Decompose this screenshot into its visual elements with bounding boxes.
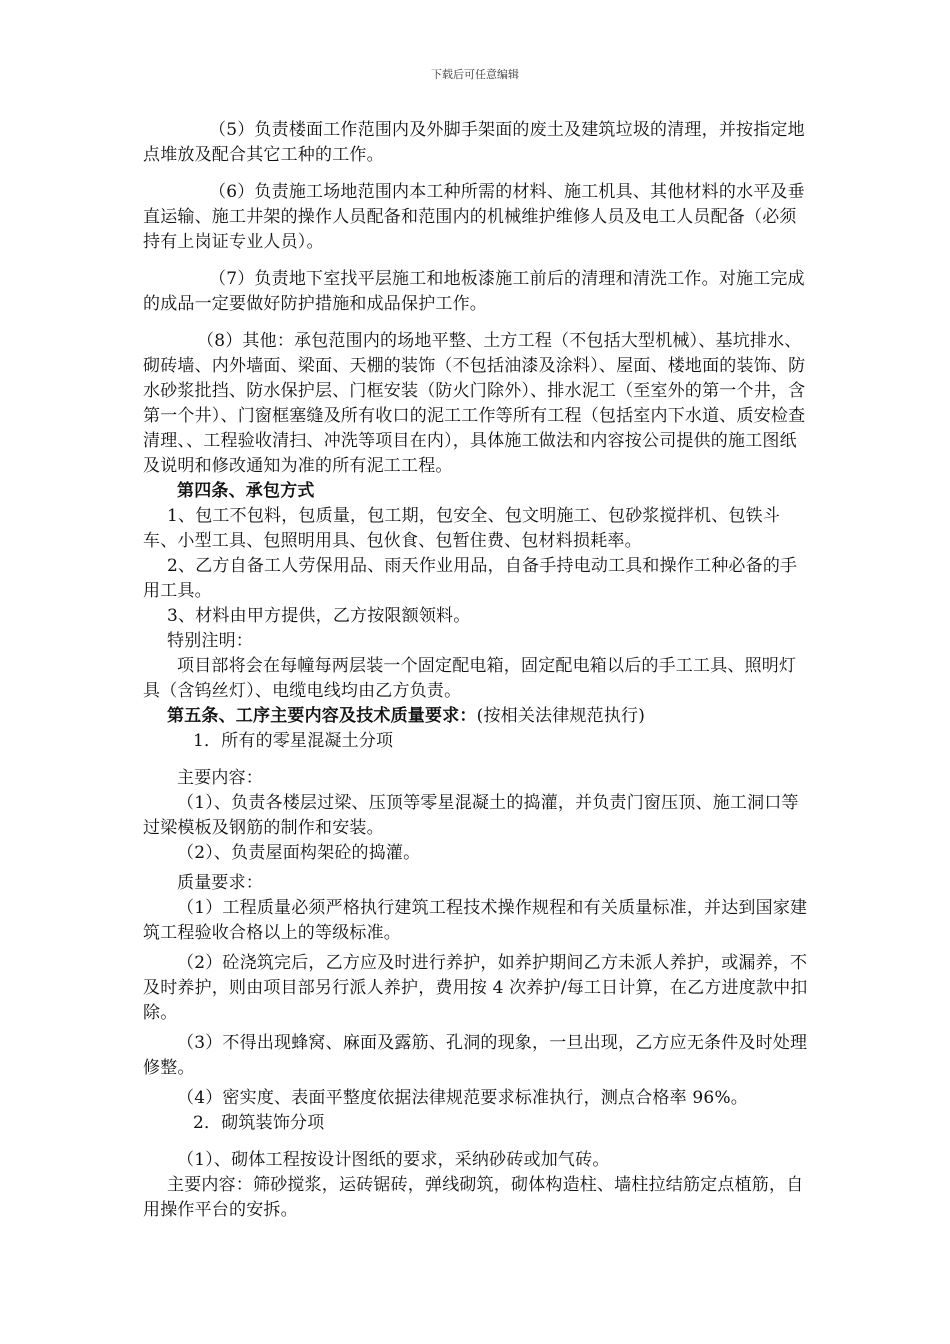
paragraph-item-6: （6）负责施工场地范围内本工种所需的材料、施工机具、其他材料的水平及垂直运输、施工井架的操作人员配备和范围内的机械维护维修人员及电工人员配备（必须持有上岗证专业人员）。 <box>143 182 805 252</box>
section-1-quality-1: （1）工程质量必须严格执行建筑工程技术操作规程和有关质量标准，并达到国家建筑工程验收合格以上的等级标准。 <box>143 898 808 943</box>
article-5-heading <box>143 704 811 729</box>
section-1-title: 1．所有的零星混凝土分项 <box>193 731 394 751</box>
section-1-content-2: （2）、负责屋面构架砼的捣灌。 <box>177 843 421 863</box>
paragraph-item-5: （5）负责楼面工作范围内及外脚手架面的废土及建筑垃圾的清理，并按指定地点堆放及配合其它工种的工作。 <box>143 120 805 165</box>
section-1-main-content-label: 主要内容： <box>177 768 263 788</box>
section-1-quality-4: （4）密实度、表面平整度依据法律规范要求标准执行，测点合格率 96%。 <box>177 1088 749 1108</box>
article-4-heading: 第四条、承包方式 <box>177 481 315 501</box>
article-4-item-1: 1、包工不包料，包质量，包工期，包安全、包文明施工、包砂浆搅拌机、包铁斗车、小型工具、包照明用具、包伙食、包暂住费、包材料损耗率。 <box>143 506 781 551</box>
section-1-quality-label: 质量要求： <box>177 873 263 893</box>
article-4-item-3: 3、材料由甲方提供，乙方按限额领料。 <box>167 606 471 626</box>
paragraph-item-7: （7）负责地下室找平层施工和地板漆施工前后的清理和清洗工作。对施工完成的成品一定要做好防护措施和成品保护工作。 <box>143 269 805 314</box>
section-1-quality-2: （2）砼浇筑完后，乙方应及时进行养护，如养护期间乙方未派人养护，或漏养，不及时养护，则由项目部另行派人养护，费用按 4 次养护/每工日计算，在乙方进度款中扣除。 <box>143 953 808 1023</box>
paragraph-item-8: （8）其他：承包范围内的场地平整、土方工程（不包括大型机械）、基坑排水、砌砖墙、内外墙面、梁面、天棚的装饰（不包括油漆及涂料）、屋面、楼地面的装饰、防水砂浆批挡、防水保护层、门框安装（防火门除外）、排水泥工（至室外的第一个井，含第一个井）、门窗框塞缝及所有收口的泥工工作等所有工程（包括室内下水道、质安检查清理、、工程验收清扫、冲洗等项目在内），具体施工做法和内容按公司提供的施工图纸及说明和修改通知为准的所有泥工工程。 <box>143 331 806 476</box>
section-1-content-1: （1）、负责各楼层过梁、压顶等零星混凝土的捣灌，并负责门窗压顶、施工洞口等过梁模板及钢筋的制作和安装。 <box>143 793 799 838</box>
article-5-note: (按相关法律规范执行) <box>476 706 646 726</box>
section-1-quality-3: （3）不得出现蜂窝、麻面及露筋、孔洞的现象，一旦出现，乙方应无条件及时处理修整。 <box>143 1033 808 1078</box>
article-5-title: 第五条、工序主要内容及技术质量要求： <box>167 706 477 726</box>
document-body <box>143 118 811 1223</box>
section-2-content-1: （1）、砌体工程按设计图纸的要求，采纳砂砖或加气砖。 <box>177 1150 610 1170</box>
special-note-label: 特别注明： <box>167 631 253 651</box>
page-header: 下载后可任意编辑 <box>431 68 519 81</box>
special-note-text: 项目部将会在每幢每两层装一个固定配电箱，固定配电箱以后的手工工具、照明灯具（含钨丝灯）、电缆电线均由乙方负责。 <box>143 656 797 701</box>
section-2-main-content: 主要内容：筛砂搅浆，运砖锯砖，弹线砌筑，砌体构造柱、墙柱拉结筋定点植筋，自用操作平台的安拆。 <box>143 1175 804 1220</box>
article-4-item-2: 2、乙方自备工人劳保用品、雨天作业用品，自备手持电动工具和操作工种必备的手用工具。 <box>143 556 798 601</box>
section-2-title: 2．砌筑装饰分项 <box>193 1113 325 1133</box>
